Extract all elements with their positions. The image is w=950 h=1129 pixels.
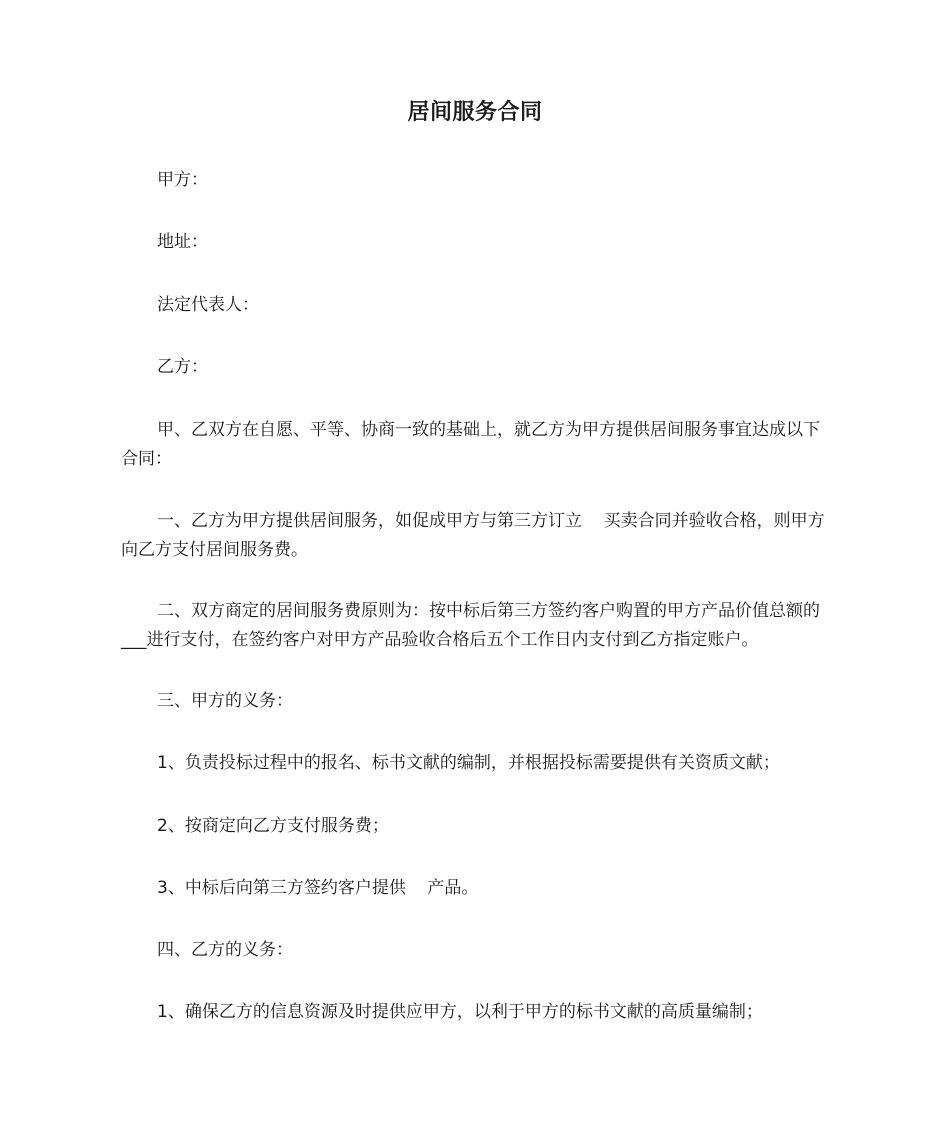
party-a-duty-2: 2、按商定向乙方支付服务费； xyxy=(157,816,389,836)
party-b-line: 乙方： xyxy=(157,357,208,377)
clause-4-heading: 四、乙方的义务： xyxy=(157,940,293,960)
legal-representative-line: 法定代表人： xyxy=(157,295,259,315)
preamble-paragraph: 甲、乙双方在自愿、平等、协商一致的基础上，就乙方为甲方提供居间服务事宜达成以下合同： xyxy=(121,420,820,469)
party-a-duty-1: 1、负责投标过程中的报名、标书文献的编制，并根据投标需要提供有关资质文献； xyxy=(157,753,780,773)
clause-1-paragraph: 一、乙方为甲方提供居间服务，如促成甲方与第三方订立 买卖合同并验收合格，则甲方向乙方支付居间服务费。 xyxy=(121,511,825,560)
clause-2-paragraph: 二、双方商定的居间服务费原则为：按中标后第三方签约客户购置的甲方产品价值总额的___进行支付，在签约客户对甲方产品验收合格后五个工作日内支付到乙方指定账户。 xyxy=(121,601,820,650)
party-b-duty-1: 1、确保乙方的信息资源及时提供应甲方，以利于甲方的标书文献的高质量编制； xyxy=(157,1002,763,1022)
party-a-duty-3: 3、中标后向第三方签约客户提供 产品。 xyxy=(157,878,479,898)
party-a-line: 甲方： xyxy=(157,170,208,190)
clause-3-heading: 三、甲方的义务： xyxy=(157,691,293,711)
document-title: 居间服务合同 xyxy=(407,100,543,125)
address-line: 地址： xyxy=(157,232,208,252)
